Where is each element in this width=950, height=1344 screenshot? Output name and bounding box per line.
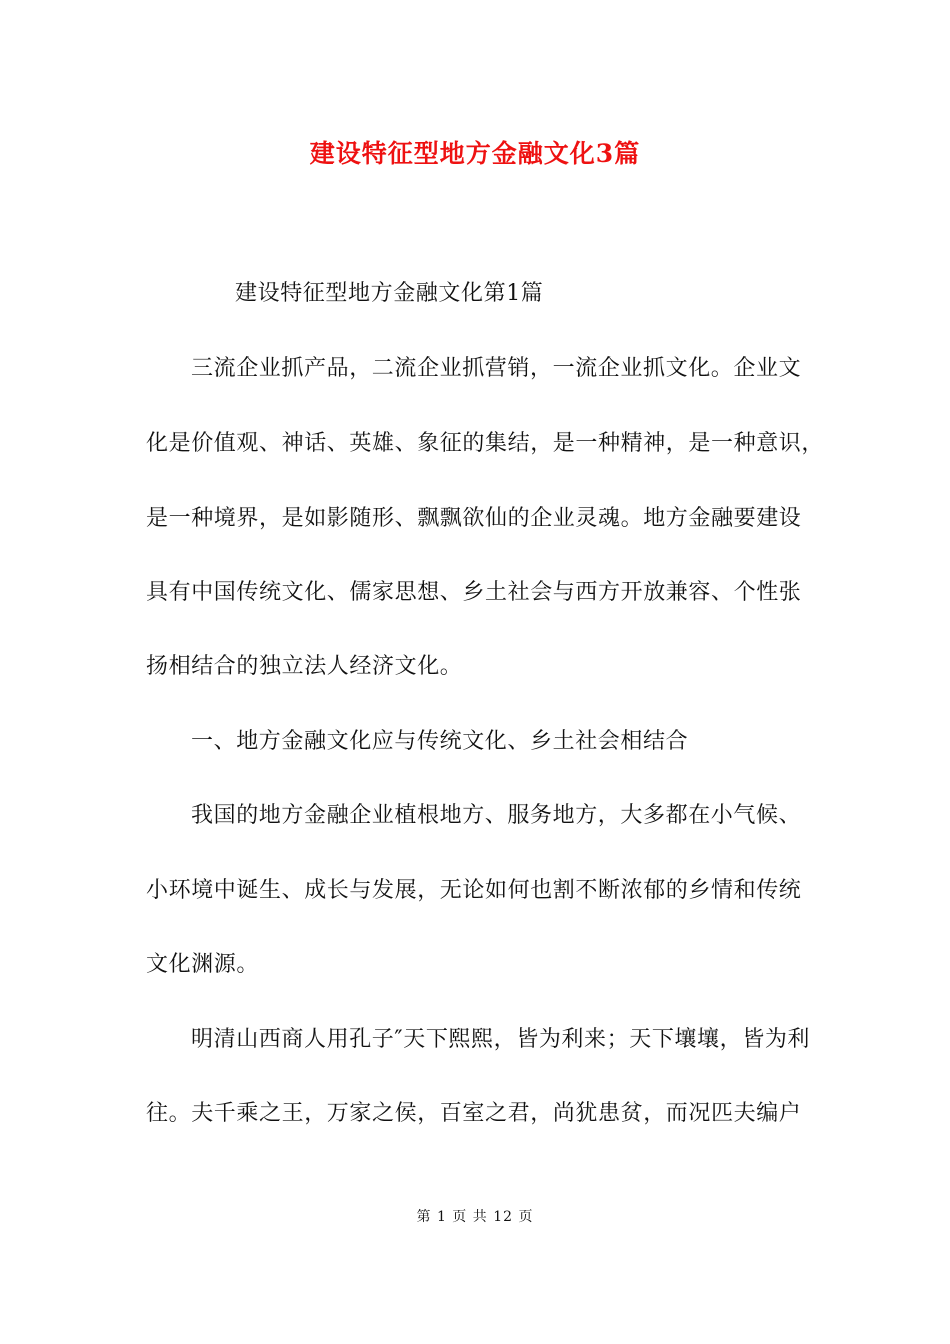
section-heading: 一、地方金融文化应与传统文化、乡土社会相结合 [191, 729, 689, 754]
section-subtitle: 建设特征型地方金融文化第1篇 [235, 281, 544, 306]
paragraph-line: 扬相结合的独立法人经济文化。 [146, 654, 463, 679]
paragraph-line: 文化渊源。 [146, 952, 260, 977]
paragraph-line: 小环境中诞生、成长与发展，无论如何也割不断浓郁的乡情和传统 [146, 878, 802, 903]
paragraph-line: 我国的地方金融企业植根地方、服务地方，大多都在小气候、 [191, 803, 802, 828]
paragraph-line: 三流企业抓产品，二流企业抓营销，一流企业抓文化。企业文 [191, 356, 802, 381]
paragraph-line: 是一种境界，是如影随形、飘飘欲仙的企业灵魂。地方金融要建设 [146, 506, 802, 531]
paragraph-line: 明清山西商人用孔子″天下熙熙，皆为利来；天下壤壤，皆为利 [191, 1027, 811, 1052]
page-number: 第 1 页 共 12 页 [416, 1209, 534, 1225]
paragraph-line: 具有中国传统文化、儒家思想、乡土社会与西方开放兼容、个性张 [146, 580, 802, 605]
paragraph-line: 化是价值观、神话、英雄、象征的集结，是一种精神，是一种意识， [146, 431, 825, 456]
document-title: 建设特征型地方金融文化3篇 [309, 139, 641, 168]
paragraph-line: 往。夫千乘之王，万家之侯，百室之君，尚犹患贫，而况匹夫编户 [146, 1101, 802, 1126]
